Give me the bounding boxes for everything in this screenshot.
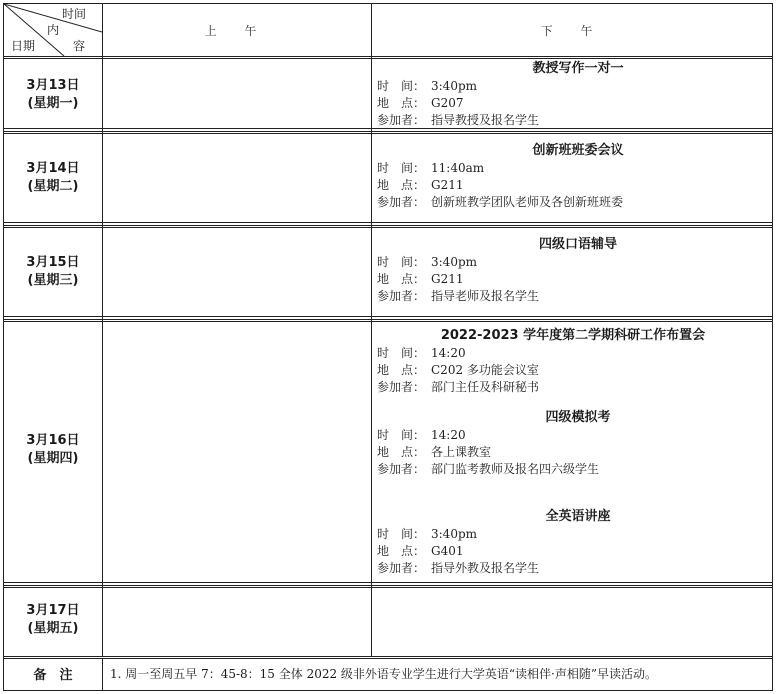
column-divider-2 — [371, 4, 372, 656]
time-value: 3:40pm — [431, 527, 478, 541]
event-place — [377, 444, 769, 461]
event-title: 2022-2023 学年度第二学期科研工作布置会 — [440, 328, 706, 343]
place-value: G211 — [431, 272, 464, 286]
place-value: C202 多功能会议室 — [431, 363, 539, 377]
date-label: 3月17日 — [26, 603, 80, 618]
date-label: 3月13日 — [26, 78, 80, 93]
row-rule-1b — [4, 131, 772, 134]
remarks-divider — [102, 658, 103, 690]
day-row-3-date — [4, 254, 102, 290]
event-title: 全英语讲座 — [545, 509, 611, 524]
schedule-table — [3, 3, 773, 691]
row-rule-4 — [4, 582, 772, 583]
morning-header: 上 午 — [204, 24, 269, 38]
participants-label: 参加者： — [377, 561, 426, 575]
participants-label: 参加者： — [377, 113, 426, 127]
event-time — [377, 345, 769, 362]
time-value: 14:20 — [431, 346, 466, 360]
event-place — [377, 271, 769, 288]
day-row-2-afternoon — [377, 142, 769, 211]
weekday-label: (星期一) — [27, 96, 79, 111]
participants-value: 创新班教学团队老师及各创新班班委 — [431, 195, 624, 209]
event-time — [377, 78, 769, 95]
day-row-4-afternoon — [377, 327, 769, 577]
row-rule-2 — [4, 222, 772, 223]
corner-time-label: 时间 — [62, 7, 87, 21]
corner-content-label-b: 容 — [73, 39, 86, 53]
place-label: 地 点： — [377, 544, 426, 558]
place-value: G207 — [431, 96, 464, 110]
event-title: 四级模拟考 — [545, 410, 611, 425]
participants-label: 参加者： — [377, 380, 426, 394]
time-label: 时 间： — [377, 79, 426, 93]
event-title: 教授写作一对一 — [532, 61, 624, 76]
time-label: 时 间： — [377, 428, 426, 442]
participants-value: 部门主任及科研秘书 — [431, 380, 540, 394]
place-label: 地 点： — [377, 178, 426, 192]
afternoon-header: 下 午 — [540, 24, 605, 38]
participants-value: 指导教授及报名学生 — [431, 113, 540, 127]
weekday-label: (星期五) — [27, 621, 79, 636]
place-value: 各上课教室 — [431, 445, 492, 459]
day-row-4-date — [4, 432, 102, 468]
remarks-label: 备 注 — [33, 668, 73, 683]
event-title: 创新班班委会议 — [532, 143, 624, 158]
day-row-1-afternoon — [377, 60, 769, 129]
event-time — [377, 427, 769, 444]
row-rule-3b — [4, 319, 772, 322]
time-value: 3:40pm — [431, 255, 478, 269]
date-label: 3月15日 — [26, 255, 80, 270]
event-place — [377, 95, 769, 112]
time-label: 时 间： — [377, 527, 426, 541]
place-value: G401 — [431, 544, 464, 558]
weekday-label: (星期四) — [27, 451, 79, 466]
participants-value: 指导老师及报名学生 — [431, 289, 540, 303]
event-participants — [377, 560, 769, 577]
event-participants — [377, 461, 769, 478]
column-divider-1 — [102, 4, 103, 656]
event-participants — [377, 288, 769, 305]
event-place — [377, 543, 769, 560]
event-time — [377, 160, 769, 177]
place-label: 地 点： — [377, 445, 426, 459]
row-rule-2b — [4, 225, 772, 228]
time-label: 时 间： — [377, 255, 426, 269]
participants-label: 参加者： — [377, 462, 426, 476]
date-label: 3月16日 — [26, 433, 80, 448]
header-rule — [4, 56, 772, 59]
date-label: 3月14日 — [26, 161, 80, 176]
place-label: 地 点： — [377, 96, 426, 110]
row-rule-4b — [4, 585, 772, 588]
time-value: 11:40am — [431, 161, 485, 175]
event-title: 四级口语辅导 — [538, 237, 617, 252]
row-rule-3 — [4, 316, 772, 317]
event-time — [377, 254, 769, 271]
place-label: 地 点： — [377, 363, 426, 377]
weekday-label: (星期二) — [27, 179, 79, 194]
time-label: 时 间： — [377, 346, 426, 360]
corner-date-label: 日期 — [11, 39, 36, 53]
event-participants — [377, 194, 769, 211]
event-time — [377, 526, 769, 543]
weekday-label: (星期三) — [27, 273, 79, 288]
remarks-text: 1. 周一至周五早 7：45-8：15 全体 2022 级非外语专业学生进行大学英语“读相伴·声相随”早读活动。 — [110, 667, 658, 681]
remarks-rule — [4, 656, 772, 659]
place-value: G211 — [431, 178, 464, 192]
time-value: 3:40pm — [431, 79, 478, 93]
event-participants — [377, 112, 769, 129]
day-row-1-date — [4, 77, 102, 113]
place-label: 地 点： — [377, 272, 426, 286]
corner-header — [4, 4, 102, 56]
participants-value: 指导外教及报名学生 — [431, 561, 540, 575]
participants-label: 参加者： — [377, 195, 426, 209]
day-row-2-date — [4, 160, 102, 196]
time-label: 时 间： — [377, 161, 426, 175]
event-place — [377, 177, 769, 194]
day-row-3-afternoon — [377, 236, 769, 305]
event-place — [377, 362, 769, 379]
day-row-5-date — [4, 602, 102, 638]
participants-value: 部门监考教师及报名四六级学生 — [431, 462, 600, 476]
corner-content-label-a: 内 — [47, 23, 60, 37]
participants-label: 参加者： — [377, 289, 426, 303]
time-value: 14:20 — [431, 428, 466, 442]
event-participants — [377, 379, 769, 396]
